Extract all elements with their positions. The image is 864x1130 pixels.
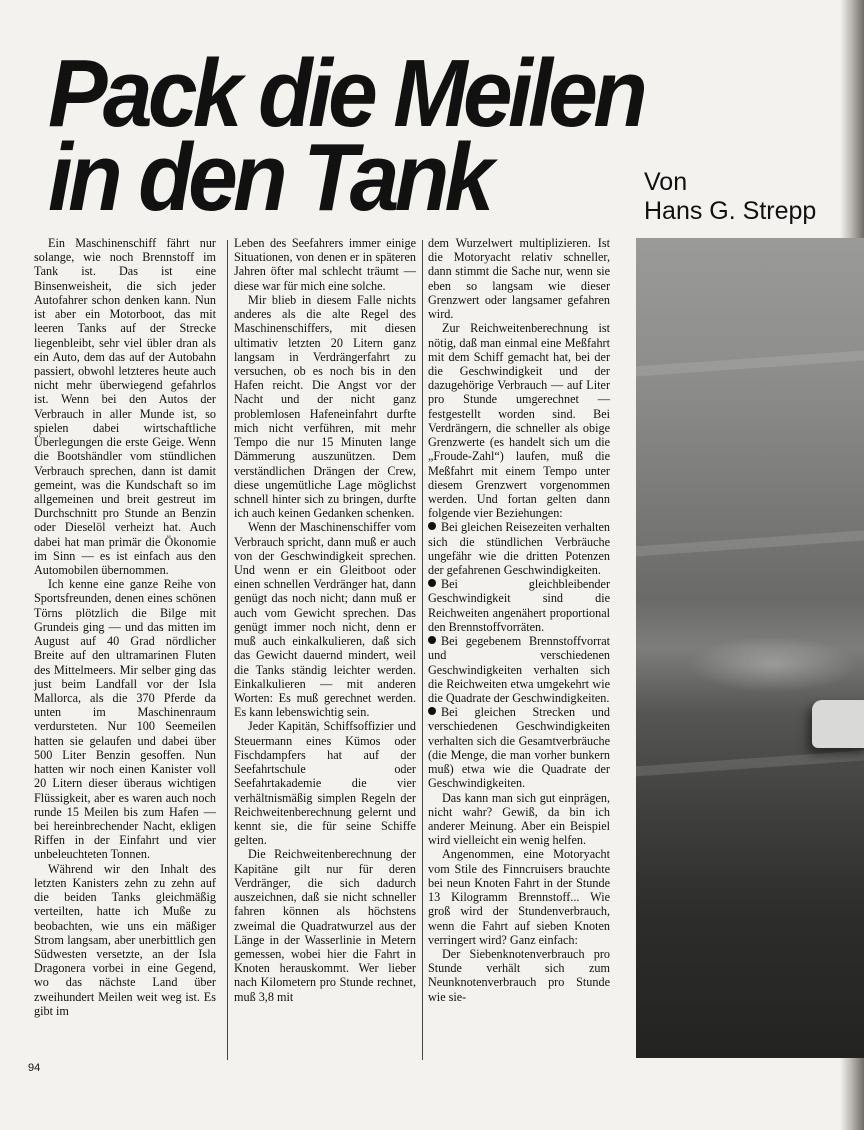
paragraph: Ein Maschinenschiff fährt nur solange, wie noch Brennstoff im Tank ist. Das ist eine Binsenweisheit, die sich jeder Autofahrer schon denken kann. Nun ist aber ein Motorboot, das mit leeren Tanks auf der Strecke liegenbleibt, sehr viel übler dran als ein Auto, dem das auf der Autobahn passiert, obwohl letzteres heute auch nicht mehr überwiegend gefahrlos ist. Wenn bei den Autos der Verbrauch in aller Munde ist, so spielen dabei wirtschaftliche Überlegungen die erste Geige. Wenn die Bootshändler vom stündlichen Verbrauch sprechen, dann ist damit gemeint, was die Kundschaft so im allgemeinen und breit gestreut im Durchschnitt pro Stunde an Benzin oder Dieselöl verheizt hat. Auch dabei hat man primär die Ökonomie im Sinn — es ist einfach aus den Automobilen übernommen.	[34, 236, 216, 578]
column-divider	[422, 240, 423, 1060]
article-headline	[48, 40, 699, 231]
paragraph-continued: Leben des Seefahrers immer einige Situationen, von denen er in späteren Jahren öfter mal schlecht träumt — diese war für mich eine solche.	[234, 236, 416, 293]
bullet-item	[428, 520, 610, 577]
bullet-icon	[428, 707, 436, 715]
photo-wave-streak	[636, 348, 864, 378]
headline-line-1: Pack die Meilen	[48, 40, 644, 147]
sea-photo	[636, 238, 864, 1058]
paragraph-continued: dem Wurzelwert multiplizieren. Ist die Motoryacht relativ schneller, dann stimmt die Sache nur, wenn sie eben so langsam wie dieser Grenzwert oder langsamer gefahren wird.	[428, 236, 610, 322]
paragraph: Die Reichweitenberechnung der Kapitäne gilt nur für deren Verdränger, die sich dadurch auszeichnen, daß sie nicht schneller fahren können als höchstens zweimal die Quadratwurzel aus der Länge in der Wasserlinie in Metern gemessen, wobei hier die Fahrt in Knoten herauskommt. Wer lieber nach Kilometern pro Stunde rechnet, muß 3,8 mit	[234, 847, 416, 1004]
bullet-icon	[428, 636, 436, 644]
byline-prefix: Von	[644, 168, 688, 196]
bullet-text: Bei gleichbleibender Geschwindigkeit sind die Reichweiten angenähert proportional den Brennstoffvorräten.	[428, 577, 610, 634]
text-column-1	[34, 236, 216, 1018]
photo-wave-streak	[636, 528, 864, 558]
byline	[644, 168, 816, 226]
bullet-icon	[428, 579, 436, 587]
text-column-3	[428, 236, 610, 1004]
paragraph: Ich kenne eine ganze Reihe von Sportsfreunden, denen eines schönen Törns plötzlich die Bilge mit Grundeis ging — und das mitten im August auf 40 Grad nördlicher Breite auf den ultramarinen Fluten des Mittelmeers. Mir selber ging das just beim Landfall vor der Isla Mallorca, als die 370 Pferde da unten im Maschinenraum verdursteten. Nur 100 Seemeilen hatten sie gelaufen und dabei über 500 Liter Benzin gesoffen. Nun hatten wir noch einen Kanister voll 20 Litern dieser überaus wichtigen Flüssigkeit, aber es waren auch noch runde 15 Meilen bis zum Hafen — bei hereinbrechender Nacht, ekligen Riffen in der Einfahrt und vier unbeleuchteten Tonnen.	[34, 577, 216, 862]
bullet-icon	[428, 522, 436, 530]
byline-author: Hans G. Strepp	[644, 197, 817, 225]
paragraph: Zur Reichweitenberechnung ist nötig, daß man einmal eine Meßfahrt mit dem Schiff gemacht hat, bei der die Geschwindigkeit und der dazugehörige Verbrauch — auf Liter pro Stunde umgerechnet — festgestellt worden sind. Bei Verdrängern, die schneller als obige Grenzwerte (es handelt sich um die „Froude-Zahl“) laufen, muß die Meßfahrt mit einem Tempo unter diesem Grenzwert vorgenommen werden. Und fortan gelten dann folgende vier Beziehungen:	[428, 321, 610, 521]
bullet-text: Bei gleichen Strecken und verschiedenen Geschwindigkeiten verhalten sich die Gesamtverbräuche (die Menge, die man vorher bunkern muß) etwa wie die Quadrate der Geschwindigkeiten.	[428, 705, 610, 791]
bullet-text: Bei gleichen Reisezeiten verhalten sich die stündlichen Verbräuche ungefähr wie die dritten Potenzen der gefahrenen Geschwindigkeiten.	[428, 520, 610, 578]
column-divider	[227, 240, 228, 1060]
paragraph: Der Siebenknotenverbrauch pro Stunde verhält sich zum Neunknotenverbrauch pro Stunde wie sie-	[428, 946, 610, 1004]
paragraph: Angenommen, eine Motoryacht vom Stile des Finncruisers brauchte bei neun Knoten Fahrt in der Stunde 13 Kilogramm Brennstoff... Wie groß wird der Stundenverbrauch, wenn die Fahrt auf sieben Knoten verringert wird? Ganz einfach:	[428, 847, 610, 947]
page-number: 94	[28, 1062, 41, 1074]
bullet-item	[428, 634, 610, 705]
text-column-2	[234, 236, 416, 1004]
headline-line-2: in den Tank	[48, 124, 490, 231]
bullet-item	[428, 577, 610, 634]
paragraph: Wenn der Maschinenschiffer vom Verbrauch spricht, dann muß er auch von der Geschwindigkeit sprechen. Und wenn er ein Gleitboot oder einen schnellen Verdränger hat, dann genügt das noch nicht; dann muß er auch vom Gewicht sprechen. Das genügt immer noch nicht, denn er muß auch einkalkulieren, daß sich das Gewicht dauernd mindert, weil die Tanks ständig leichter werden. Einkalkulieren — mit anderen Worten: Es muß gerechnet werden. Es kann lebenswichtig sein.	[234, 520, 416, 720]
photo-wave-streak	[636, 748, 864, 778]
paragraph: Jeder Kapitän, Schiffsoffizier und Steuermann eines Kümos oder Fischdampfers hat auf der Seefahrtschule oder Seefahrtakademie die vier verhältnismäßig simplen Regeln der Reichweitenberechnung gelernt und kennt sie, die für seine Schiffe gelten.	[234, 719, 416, 848]
paragraph: Das kann man sich gut einprägen, nicht wahr? Gewiß, da bin ich anderer Meinung. Aber ein Beispiel wird vielleicht ein wenig helfen.	[428, 790, 610, 848]
boat-hull	[812, 700, 864, 748]
paragraph: Während wir den Inhalt des letzten Kanisters zehn zu zehn auf die beiden Tanks gleichmäßig verteilten, hatte ich Muße zu beobachten, wie uns ein mäßiger Strom langsam, aber unerbittlich gen Südwesten versetzte, an der Isla Dragonera vorbei in eine Gegend, wo das nächste Land über zweihundert Meilen weit weg ist. Es gibt im	[34, 861, 216, 1018]
bullet-text: Bei gegebenem Brennstoffvorrat und verschiedenen Geschwindigkeiten verhalten sich die Reichweiten etwa umgekehrt wie die Quadrate der Geschwindigkeiten.	[428, 634, 610, 705]
bullet-item	[428, 705, 610, 790]
paragraph: Mir blieb in diesem Falle nichts anderes als die alte Regel des Maschinenschiffers, mit diesen ultimativ letzten 20 Litern ganz langsam in Verdrängerfahrt zu versuchen, ob es noch bis in den Hafen reicht. Die Angst vor der Nacht und der nicht ganz problemlosen Hafeneinfahrt durfte mich nicht verführen, mit mehr Tempo die nur 15 Minuten lange Dämmerung auszunützen. Dem verständlichen Drängen der Crew, diese ungemütliche Lage möglichst schnell hinter sich zu bringen, durfte ich auch keinen Gedanken schenken.	[234, 292, 416, 521]
